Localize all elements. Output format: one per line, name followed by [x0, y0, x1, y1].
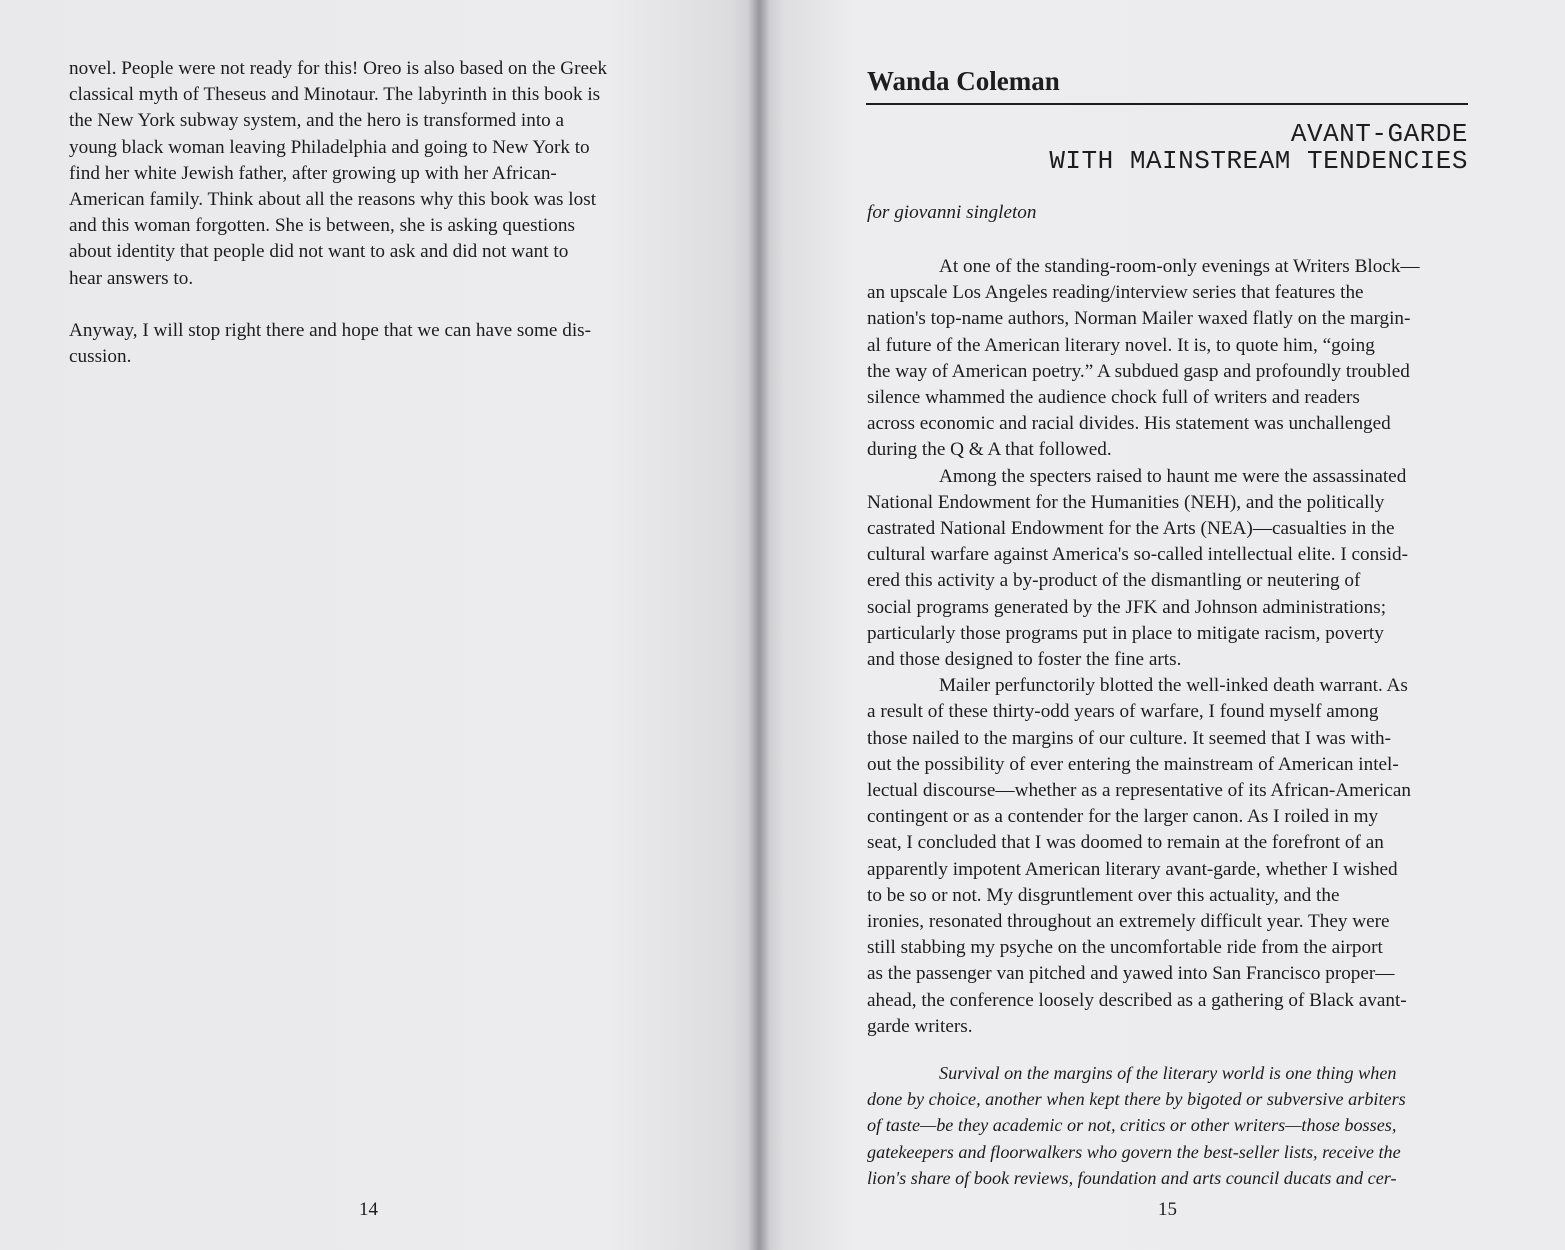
essay-title-line-2: WITH MAINSTREAM TENDENCIES	[1049, 146, 1468, 176]
text-line: American family. Think about all the reasons why this book was lost	[69, 189, 597, 211]
text-line: cultural warfare against America's so-called intellectual elite. I consid-	[867, 544, 1409, 566]
text-line: hear answers to.	[69, 267, 194, 289]
text-line: an upscale Los Angeles reading/interview series that features the	[867, 282, 1364, 304]
text-line: Survival on the margins of the literary world is one thing when	[939, 1063, 1397, 1083]
text-line: particularly those programs put in place to mitigate racism, poverty	[867, 622, 1384, 644]
body-paragraph	[867, 254, 1469, 464]
text-line: National Endowment for the Humanities (NEH), and the politically	[867, 491, 1385, 513]
text-line: cussion.	[69, 346, 132, 368]
book-gutter	[748, 0, 770, 1250]
text-line: lectual discourse—whether as a representative of its African-American	[867, 780, 1411, 802]
text-line: and this woman forgotten. She is between, she is asking questions	[69, 215, 575, 237]
essay-title	[866, 121, 1468, 175]
header-rule	[866, 103, 1468, 105]
text-line: lion's share of book reviews, foundation and arts council ducats and cer-	[867, 1167, 1397, 1188]
text-line: apparently impotent American literary avant-garde, whether I wished	[867, 858, 1398, 880]
text-line: Mailer perfunctorily blotted the well-inked death warrant. As	[939, 675, 1408, 697]
text-line: done by choice, another when kept there by bigoted or subversive arbiters	[867, 1089, 1406, 1110]
text-line: Among the specters raised to haunt me were the assassinated	[939, 465, 1407, 487]
left-page	[0, 0, 760, 1250]
text-line: those nailed to the margins of our culture. It seemed that I was with-	[867, 727, 1391, 749]
text-line: contingent or as a contender for the larger canon. As I roiled in my	[867, 806, 1379, 828]
text-line: classical myth of Theseus and Minotaur. The labyrinth in this book is	[69, 84, 601, 106]
left-paragraph-1	[69, 56, 669, 292]
page-number-left: 14	[359, 1199, 378, 1220]
text-line: garde writers.	[867, 1015, 973, 1037]
text-line: still stabbing my psyche on the uncomfortable ride from the airport	[867, 937, 1383, 959]
text-line: seat, I concluded that I was doomed to remain at the forefront of an	[867, 832, 1384, 854]
text-line: social programs generated by the JFK and Johnson administrations;	[867, 596, 1387, 618]
text-line: ironies, resonated throughout an extremely difficult year. They were	[867, 911, 1390, 933]
running-head-author: Wanda Coleman	[867, 66, 1060, 96]
text-line: as the passenger van pitched and yawed into San Francisco proper—	[867, 963, 1395, 985]
italic-passage	[867, 1060, 1469, 1191]
text-line: of taste—be they academic or not, critics or other writers—those bosses,	[867, 1115, 1397, 1136]
text-line: to be so or not. My disgruntlement over this actuality, and the	[867, 884, 1340, 906]
text-line: find her white Jewish father, after growing up with her African-	[69, 162, 557, 184]
text-line: At one of the standing-room-only evenings at Writers Block—	[939, 256, 1420, 277]
right-page	[760, 0, 1565, 1250]
text-line: a result of these thirty-odd years of warfare, I found myself among	[867, 701, 1379, 723]
text-line: and those designed to foster the fine arts.	[867, 649, 1182, 671]
text-line: out the possibility of ever entering the mainstream of American intel-	[867, 753, 1399, 775]
right-page-body	[867, 254, 1469, 1040]
text-line: al future of the American literary novel. It is, to quote him, “going	[867, 334, 1375, 356]
left-paragraph-2	[69, 318, 669, 370]
text-line: young black woman leaving Philadelphia and going to New York to	[69, 136, 590, 158]
dedication: for giovanni singleton	[867, 202, 1037, 223]
body-paragraph	[867, 673, 1469, 1040]
text-line: silence whammed the audience chock full of writers and readers	[867, 387, 1360, 409]
text-line: during the Q & A that followed.	[867, 439, 1112, 461]
text-line: across economic and racial divides. His statement was unchallenged	[867, 413, 1391, 435]
page-number-right: 15	[1158, 1199, 1177, 1220]
left-page-body	[69, 56, 669, 370]
text-line: novel. People were not ready for this! Oreo is also based on the Greek	[69, 58, 608, 79]
text-line: nation's top-name authors, Norman Mailer waxed flatly on the margin-	[867, 308, 1411, 330]
essay-title-line-1: AVANT-GARDE	[1290, 119, 1468, 149]
text-line: about identity that people did not want to ask and did not want to	[69, 241, 569, 263]
text-line: the way of American poetry.” A subdued gasp and profoundly troubled	[867, 360, 1410, 382]
text-line: the New York subway system, and the hero is transformed into a	[69, 110, 565, 132]
text-line: castrated National Endowment for the Arts (NEA)—casualties in the	[867, 518, 1395, 540]
text-line: ahead, the conference loosely described as a gathering of Black avant-	[867, 989, 1407, 1011]
text-line: gatekeepers and floorwalkers who govern the best-seller lists, receive the	[867, 1141, 1401, 1162]
text-line: ered this activity a by-product of the dismantling or neutering of	[867, 570, 1361, 592]
body-paragraph	[867, 464, 1469, 674]
text-line: Anyway, I will stop right there and hope that we can have some dis-	[69, 319, 592, 341]
